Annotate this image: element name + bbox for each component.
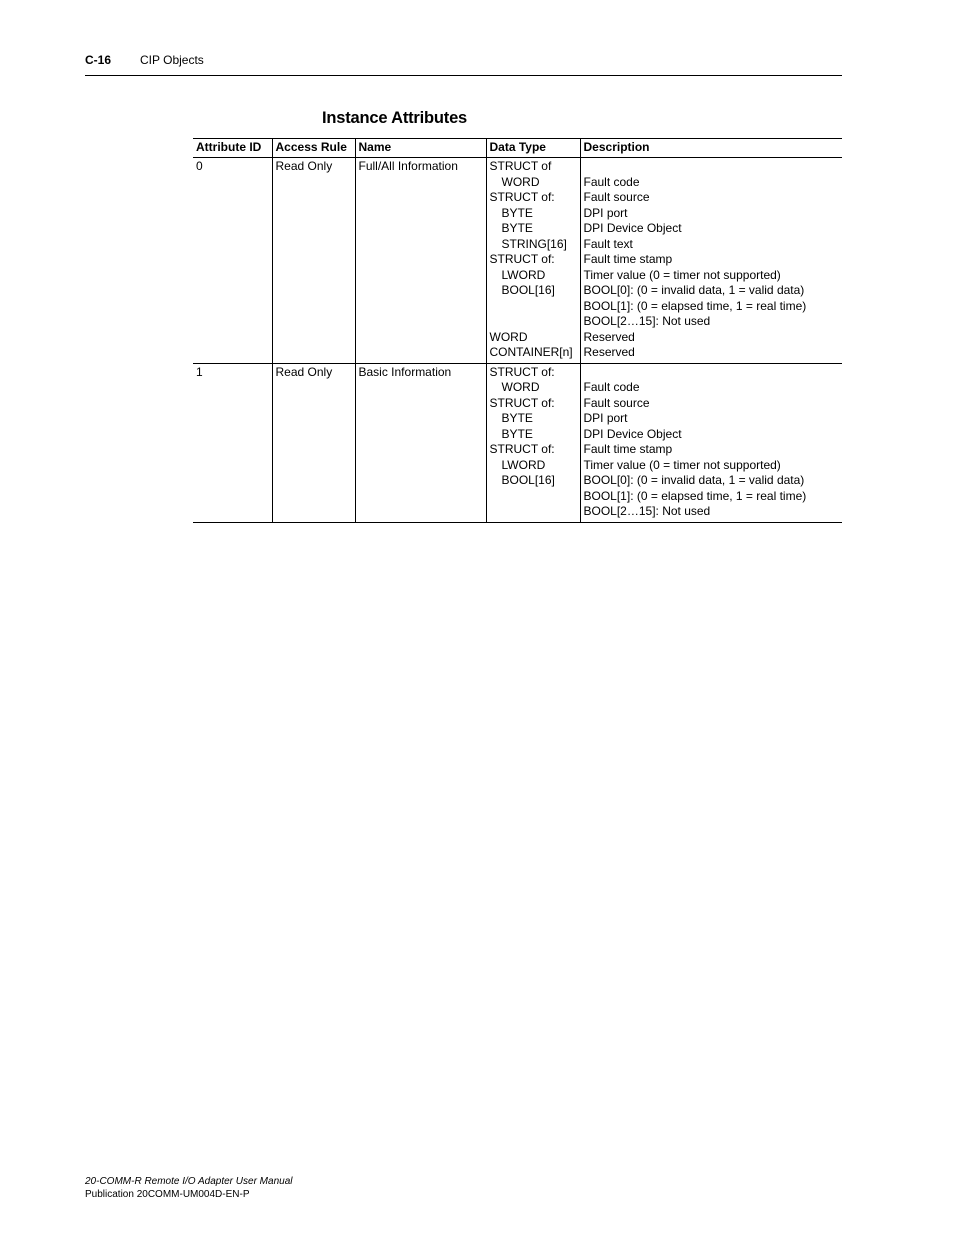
description-line: DPI Device Object (583, 426, 682, 441)
data-type-line: STRUCT of: (489, 442, 555, 456)
column-header-description: Description (580, 139, 842, 158)
cell-attribute-id: 0 (193, 158, 272, 364)
data-type-line (490, 489, 577, 505)
description-line: DPI port (583, 411, 628, 425)
description-line: BOOL[0]: (0 = invalid data, 1 = valid data) (583, 283, 805, 297)
cell-data-type (486, 158, 580, 364)
footer-manual-title: 20-COMM-R Remote I/O Adapter User Manual (85, 1176, 293, 1187)
data-type-line: BOOL[16] (501, 473, 555, 487)
data-type-line: STRING[16] (501, 236, 567, 251)
description-line: Reserved (583, 345, 635, 359)
description-line: Fault source (583, 395, 650, 410)
data-type-line: STRUCT of (489, 159, 552, 173)
description-line: Fault source (583, 190, 650, 204)
column-header-data-type: Data Type (486, 139, 580, 158)
section-name: CIP Objects (140, 53, 204, 67)
instance-attributes-table (193, 138, 842, 523)
description-line: Reserved (583, 329, 635, 344)
table-row (193, 158, 842, 364)
description-line: Timer value (0 = timer not supported) (583, 267, 781, 282)
data-type-line (490, 504, 577, 520)
description-line: BOOL[0]: (0 = invalid data, 1 = valid data) (583, 473, 805, 487)
description-line: BOOL[2…15]: Not used (583, 504, 711, 518)
data-type-line (490, 314, 577, 330)
description-line: Fault time stamp (583, 442, 673, 456)
data-type-line: WORD (489, 329, 528, 344)
data-type-line: STRUCT of: (489, 190, 555, 204)
data-type-line: BOOL[16] (501, 283, 555, 297)
data-type-line: WORD (501, 380, 540, 394)
data-type-line: CONTAINER[n] (489, 345, 573, 359)
table-header-row (193, 139, 842, 158)
column-header-name: Name (355, 139, 486, 158)
data-type-line: LWORD (501, 267, 546, 282)
description-line: BOOL[1]: (0 = elapsed time, 1 = real time) (583, 298, 807, 313)
description-line (584, 365, 840, 381)
description-line: Fault time stamp (583, 252, 673, 266)
description-line: DPI Device Object (583, 221, 682, 235)
cell-name: Full/All Information (355, 158, 486, 364)
data-type-line: STRUCT of: (489, 252, 555, 266)
description-line (584, 159, 840, 175)
section-title: Instance Attributes (322, 109, 468, 127)
data-type-line: STRUCT of: (489, 364, 555, 379)
cell-description (580, 363, 842, 522)
data-type-line: BYTE (501, 411, 533, 425)
cell-name: Basic Information (355, 363, 486, 522)
description-line: DPI port (583, 205, 628, 220)
data-type-line: BYTE (501, 205, 533, 220)
data-type-line: STRUCT of: (489, 395, 555, 410)
data-type-line: LWORD (501, 457, 546, 472)
footer-publication: Publication 20COMM-UM004D-EN-P (85, 1189, 250, 1200)
description-line: BOOL[2…15]: Not used (583, 314, 711, 328)
table-row (193, 363, 842, 522)
data-type-line: WORD (501, 174, 540, 189)
data-type-line: BYTE (501, 221, 533, 235)
cell-description (580, 158, 842, 364)
description-line: Fault code (583, 380, 640, 394)
data-type-line: BYTE (501, 426, 533, 441)
cell-attribute-id: 1 (193, 363, 272, 522)
column-header-attribute-id: Attribute ID (193, 139, 272, 158)
description-line: Fault code (583, 174, 640, 189)
description-line: Timer value (0 = timer not supported) (583, 457, 781, 472)
cell-access-rule: Read Only (272, 158, 355, 364)
cell-data-type (486, 363, 580, 522)
page-number: C-16 (85, 53, 112, 67)
description-line: BOOL[1]: (0 = elapsed time, 1 = real time) (583, 488, 807, 503)
header-divider (85, 75, 842, 76)
column-header-access-rule: Access Rule (272, 139, 355, 158)
cell-access-rule: Read Only (272, 363, 355, 522)
data-type-line (490, 299, 577, 315)
description-line: Fault text (583, 236, 633, 251)
